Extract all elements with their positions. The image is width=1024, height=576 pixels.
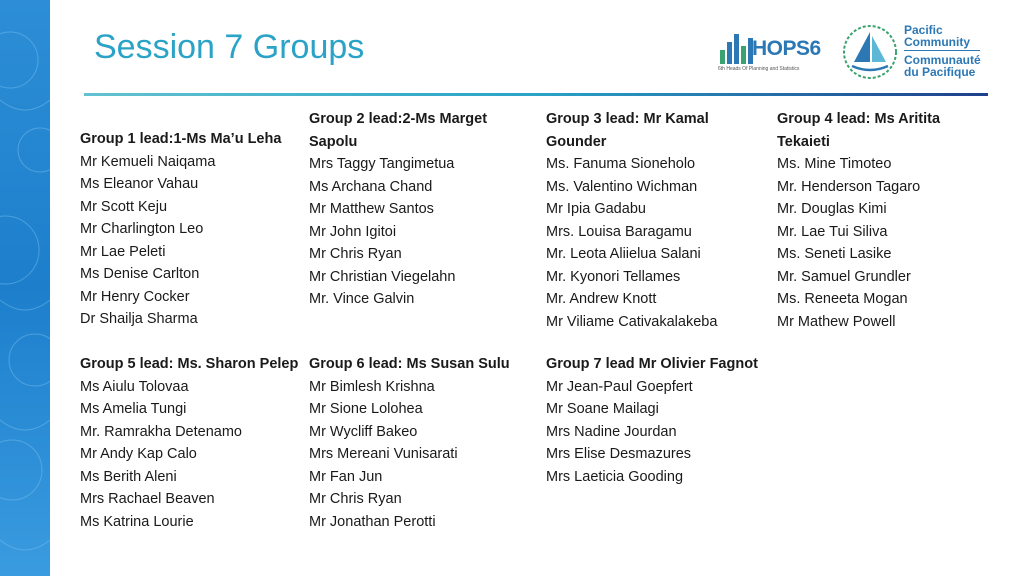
member: Mrs Mereani Vunisarati — [309, 446, 458, 462]
member: Dr Shailja Sharma — [80, 311, 198, 327]
pc-divider — [904, 50, 980, 51]
member: Mr Ipia Gadabu — [546, 201, 646, 217]
member: Mr Wycliff Bakeo — [309, 423, 418, 440]
member: Mrs. Louisa Baragamu — [546, 223, 692, 240]
pacific-community-text — [904, 24, 994, 78]
group-5 — [80, 353, 298, 533]
group-1-lead: Group 1 lead:1-Ms Ma’u Leha — [80, 131, 282, 147]
member: Mr Andy Kap Calo — [80, 446, 197, 462]
group-4-lead-line-2: Tekaieti — [777, 133, 830, 150]
group-2-members — [309, 153, 487, 311]
member: Mr Jonathan Perotti — [309, 513, 436, 530]
member: Mr Mathew Powell — [777, 313, 896, 330]
title-divider — [84, 93, 988, 96]
group-3-members — [546, 153, 717, 333]
group-1 — [80, 128, 281, 331]
member: Mr Sione Lolohea — [309, 401, 423, 417]
hops6-logo — [716, 24, 826, 76]
member: Mr. Vince Galvin — [309, 291, 415, 307]
group-3-lead-line-2: Gounder — [546, 133, 607, 150]
group-6 — [309, 353, 510, 533]
member: Mr Bimlesh Krishna — [309, 378, 435, 395]
member: Mrs Elise Desmazures — [546, 446, 692, 462]
member: Mr. Leota Aliielua Salani — [546, 246, 701, 262]
pc-line-3: Communauté — [904, 53, 981, 67]
member: Ms. Valentino Wichman — [546, 178, 698, 195]
group-1-members — [80, 151, 281, 331]
member: Mr Henry Cocker — [80, 288, 190, 305]
group-7-lead: Group 7 lead Mr Olivier Fagnot — [546, 356, 758, 372]
member: Mr. Samuel Grundler — [777, 268, 911, 285]
member: Mrs Rachael Beaven — [80, 491, 215, 507]
member: Mr Chris Ryan — [309, 246, 402, 262]
member: Ms Amelia Tungi — [80, 401, 187, 417]
member: Ms Eleanor Vahau — [80, 176, 199, 192]
member: Mrs Taggy Tangimetua — [309, 156, 455, 172]
member: Mr. Douglas Kimi — [777, 201, 887, 217]
group-4-members — [777, 153, 940, 333]
member: Mr. Kyonori Tellames — [546, 268, 681, 285]
group-2-lead-line-2: Sapolu — [309, 133, 358, 150]
member: Mr Kemueli Naiqama — [80, 153, 216, 170]
member: Ms. Fanuma Sioneholo — [546, 156, 696, 172]
member: Mr Lae Peleti — [80, 243, 166, 260]
member: Mr. Henderson Tagaro — [777, 178, 921, 195]
hops6-logo-text: HOPS6 — [752, 37, 821, 60]
group-3 — [546, 108, 717, 333]
member: Ms. Mine Timoteo — [777, 156, 892, 172]
bar-chart-icon — [718, 28, 754, 68]
pc-line-4: du Pacifique — [904, 65, 976, 79]
member: Mr. Ramrakha Detenamo — [80, 423, 242, 440]
member: Mr Christian Viegelahn — [309, 268, 456, 285]
member: Ms Archana Chand — [309, 178, 433, 195]
member: Mr Chris Ryan — [309, 491, 402, 507]
group-3-lead-line-1: Group 3 lead: Mr Kamal — [546, 111, 709, 127]
member: Mr Charlington Leo — [80, 221, 204, 237]
group-4 — [777, 108, 940, 333]
group-5-members — [80, 376, 298, 534]
member: Ms Berith Aleni — [80, 468, 177, 485]
band-pattern-icon — [0, 0, 50, 576]
member: Mr. Lae Tui Siliva — [777, 223, 888, 240]
group-6-members — [309, 376, 510, 534]
pc-line-1: Pacific — [904, 23, 943, 37]
member: Mr Matthew Santos — [309, 201, 434, 217]
member: Mr Fan Jun — [309, 468, 383, 485]
group-7-members — [546, 376, 758, 489]
pacific-community-logo — [840, 22, 990, 84]
group-7 — [546, 353, 758, 488]
member: Mrs Laeticia Gooding — [546, 468, 684, 485]
group-2-lead-line-1: Group 2 lead:2-Ms Marget — [309, 111, 488, 127]
member: Ms. Reneeta Mogan — [777, 291, 908, 307]
member: Ms Katrina Lourie — [80, 513, 194, 530]
group-4-lead-line-1: Group 4 lead: Ms Aritita — [777, 111, 941, 127]
sailboat-emblem-icon — [840, 22, 900, 82]
member: Mr Scott Keju — [80, 198, 168, 215]
member: Mr Viliame Cativakalakeba — [546, 313, 718, 330]
member: Mr John Igitoi — [309, 223, 397, 240]
group-6-lead: Group 6 lead: Ms Susan Sulu — [309, 356, 510, 372]
member: Mr. Andrew Knott — [546, 291, 657, 307]
hops6-tagline: 6th Heads Of Planning and Statistics — [718, 66, 800, 72]
member: Mr Jean-Paul Goepfert — [546, 378, 693, 395]
member: Ms. Seneti Lasike — [777, 246, 892, 262]
member: Ms Denise Carlton — [80, 266, 200, 282]
member: Mr Soane Mailagi — [546, 401, 659, 417]
page-title: Session 7 Groups — [94, 28, 365, 66]
member: Mrs Nadine Jourdan — [546, 423, 677, 440]
side-decoration-band — [0, 0, 50, 576]
member: Ms Aiulu Tolovaa — [80, 378, 189, 395]
pc-line-2: Community — [904, 35, 970, 49]
group-5-lead: Group 5 lead: Ms. Sharon Pelep — [80, 356, 299, 372]
group-2 — [309, 108, 487, 311]
